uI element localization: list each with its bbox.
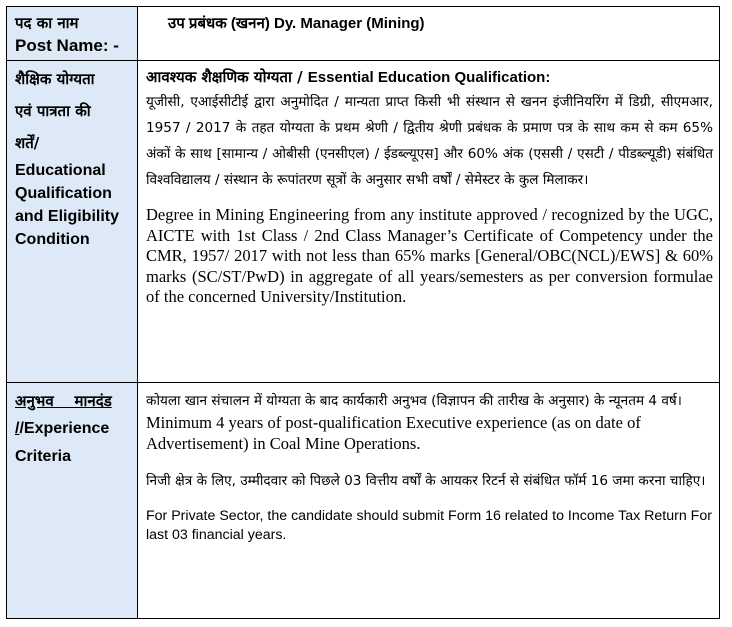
- qualification-heading-hindi: आवश्यक शैक्षणिक योग्यता /: [146, 68, 308, 86]
- experience-text-hindi: कोयला खान संचालन में योग्यता के बाद कार्यकारी अनुभव (विज्ञापन की तारीख के अनुसार) के न्यूनतम 4 वर्ष।: [146, 393, 682, 409]
- qualification-label-english-2: Qualification: [15, 185, 112, 202]
- post-name-row: [7, 7, 720, 61]
- experience-text-english: Minimum 4 years of post-qualification Executive experience (as on date of Advertisement) in Coal Mine Operations.: [146, 413, 641, 453]
- experience-label-english-1-text: /Experience: [19, 420, 110, 437]
- qualification-label-hindi-3: शर्तें/: [15, 134, 40, 152]
- experience-label-cell: [7, 383, 138, 619]
- qualification-row: [7, 61, 720, 383]
- post-name-label-english: Post Name: -: [15, 36, 119, 55]
- experience-label-hindi: अनुभव मानदंड: [15, 392, 112, 410]
- qualification-label-hindi-1: शैक्षिक योग्यता: [15, 70, 95, 88]
- qualification-text-english: Degree in Mining Engineering from any institute approved / recognized by the UGC, AICTE with 1st Class / 2nd Class Manager’s Certificate of Competency under the CMR, 1957/ 2017 with not less than 65% marks [General/OBC(NCL)/EWS] & 60% marks (SC/ST/PwD) in aggregate of all years/semesters as per conversion formulae of the concerned University/Institution.: [146, 205, 713, 306]
- qualification-label-english-1: Educational: [15, 162, 106, 179]
- qualification-heading-english: Essential Education Qualification:: [307, 69, 551, 86]
- qualification-label-english-4: Condition: [15, 231, 90, 248]
- eligibility-table: [6, 6, 720, 619]
- post-name-label-hindi: पद का नाम: [15, 14, 79, 32]
- post-name-label-cell: [7, 7, 138, 61]
- experience-label-english-1: [7, 413, 137, 443]
- qualification-text-hindi: यूजीसी, एआईसीटीई द्वारा अनुमोदित / मान्यता प्राप्त किसी भी संस्थान से खनन इंजीनियरिंग में डिग्री, सीएमआर, 1957 / 2017 के तहत योग्यता के प्रथम श्रेणी / द्वितीय श्रेणी प्रबंधक के प्रमाण पत्र के साथ कम से कम 65% अंकों के साथ [सामान्य / ओबीसी (एनसीएल) / ईडब्ल्यूएस] और 60% अंक (एससी / एसटी / पीडब्ल्यूडी) संबंधित विश्वविद्यालय / संस्थान के रूपांतरण सूत्रों के अनुसार सभी वर्षों / सेमेस्टर के कुल मिलाकर।: [146, 94, 713, 188]
- private-sector-text-hindi: निजी क्षेत्र के लिए, उम्मीदवार को पिछले 03 वित्तीय वर्षों के आयकर रिटर्न से संबंधित फॉर्म 16 जमा करना चाहिए।: [146, 473, 706, 489]
- experience-label-slash: /: [15, 420, 20, 437]
- qualification-label-cell: [7, 61, 138, 383]
- qualification-content-cell: [138, 61, 720, 383]
- qualification-label-english-3: and Eligibility: [15, 208, 120, 225]
- qualification-heading: [146, 67, 713, 87]
- experience-label-english-2: Criteria: [15, 448, 72, 465]
- qualification-label-hindi-2: एवं पात्रता की: [15, 102, 91, 120]
- experience-content-cell: [138, 383, 720, 619]
- post-name-value: उप प्रबंधक (खनन) Dy. Manager (Mining): [168, 15, 425, 32]
- private-sector-text-english: For Private Sector, the candidate should submit Form 16 related to Income Tax Return For last 03 financial years.: [146, 508, 712, 543]
- post-name-value-cell: [138, 7, 720, 61]
- experience-row: [7, 383, 720, 619]
